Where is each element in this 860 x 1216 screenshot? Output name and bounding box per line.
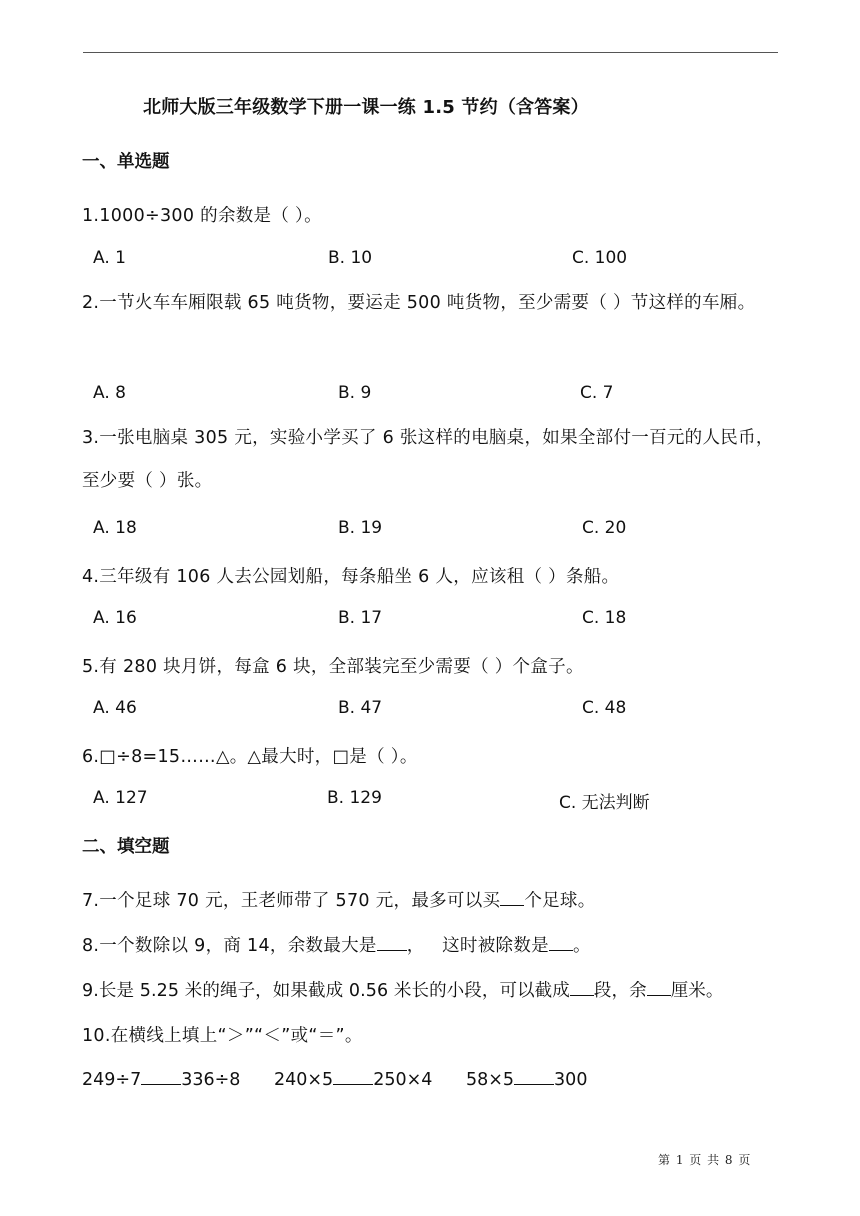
question-3-option-c: C. 20 bbox=[582, 518, 627, 538]
comparison-item bbox=[274, 1068, 432, 1090]
comparison-right: 250×4 bbox=[373, 1070, 433, 1090]
question-6: 6.□÷8=15……△。△最大时，□是（ ）。 bbox=[82, 747, 418, 767]
question-1-option-b: B. 10 bbox=[328, 248, 373, 268]
comparison-blank[interactable] bbox=[514, 1068, 554, 1085]
comparison-right: 336÷8 bbox=[181, 1070, 241, 1090]
document-title: 北师大版三年级数学下册一课一练 1.5 节约（含答案） bbox=[143, 97, 589, 118]
question-6-option-c: C. 无法判断 bbox=[559, 793, 650, 813]
question-9-blank-1[interactable] bbox=[570, 979, 594, 996]
question-3-option-a: A. 18 bbox=[93, 518, 137, 538]
comparison-item bbox=[466, 1068, 587, 1090]
question-9-text-before: 9.长是 5.25 米的绳子，如果截成 0.56 米长的小段，可以截成 bbox=[82, 981, 570, 1001]
header-rule bbox=[83, 52, 778, 53]
comparison-right: 300 bbox=[554, 1070, 588, 1090]
section-heading-fill-blank: 二、填空题 bbox=[82, 837, 170, 857]
comparison-left: 58×5 bbox=[465, 1070, 515, 1090]
question-4: 4.三年级有 106 人去公园划船，每条船坐 6 人，应该租（ ）条船。 bbox=[82, 567, 620, 587]
question-8 bbox=[82, 932, 591, 957]
question-8-blank-1[interactable] bbox=[377, 934, 407, 951]
question-4-option-a: A. 16 bbox=[93, 608, 137, 628]
question-9-blank-2[interactable] bbox=[647, 979, 671, 996]
comparison-left: 249÷7 bbox=[82, 1070, 142, 1090]
comparison-left: 240×5 bbox=[273, 1070, 334, 1090]
question-2-option-b: B. 9 bbox=[338, 383, 372, 403]
question-10: 10.在横线上填上“＞”“＜”或“＝”。 bbox=[82, 1026, 363, 1046]
question-5-option-a: A. 46 bbox=[93, 698, 137, 718]
question-5: 5.有 280 块月饼，每盒 6 块，全部装完至少需要（ ）个盒子。 bbox=[82, 657, 584, 677]
section-heading-single-choice: 一、单选题 bbox=[82, 152, 170, 172]
question-7-text-before: 7.一个足球 70 元，王老师带了 570 元，最多可以买 bbox=[82, 891, 501, 911]
comparison-item bbox=[82, 1068, 240, 1090]
question-3-option-b: B. 19 bbox=[338, 518, 383, 538]
question-1: 1.1000÷300 的余数是（ ）。 bbox=[82, 206, 322, 226]
question-9-text-after: 厘米。 bbox=[670, 981, 724, 1001]
question-6-option-b: B. 129 bbox=[327, 788, 382, 808]
question-5-option-b: B. 47 bbox=[338, 698, 383, 718]
question-1-option-a: A. 1 bbox=[93, 248, 126, 268]
question-8-blank-2[interactable] bbox=[549, 934, 573, 951]
question-8-text-middle: ， 这时被除数是 bbox=[406, 936, 549, 956]
question-7-text-after: 个足球。 bbox=[524, 891, 596, 911]
question-5-option-c: C. 48 bbox=[582, 698, 627, 718]
question-2-option-c: C. 7 bbox=[580, 383, 614, 403]
question-4-option-b: B. 17 bbox=[338, 608, 383, 628]
question-9 bbox=[82, 977, 724, 1002]
question-2: 2.一节火车车厢限载 65 吨货物，要运走 500 吨货物，至少需要（ ）节这样的车厢。 bbox=[82, 293, 756, 313]
comparison-blank[interactable] bbox=[333, 1068, 373, 1085]
question-7 bbox=[82, 887, 596, 912]
question-3: 3.一张电脑桌 305 元，实验小学买了 6 张这样的电脑桌，如果全部付一百元的人民币，至少要（ ）张。 bbox=[82, 428, 774, 491]
question-8-text-after: 。 bbox=[572, 936, 591, 956]
comparison-row bbox=[82, 1068, 615, 1090]
question-4-option-c: C. 18 bbox=[582, 608, 627, 628]
question-8-text-before: 8.一个数除以 9，商 14，余数最大是 bbox=[82, 936, 377, 956]
question-6-option-a: A. 127 bbox=[93, 788, 148, 808]
question-1-option-c: C. 100 bbox=[572, 248, 628, 268]
question-9-text-middle: 段，余 bbox=[593, 981, 647, 1001]
comparison-blank[interactable] bbox=[141, 1068, 181, 1085]
page-footer: 第 1 页 共 8 页 bbox=[658, 1153, 752, 1167]
question-2-option-a: A. 8 bbox=[93, 383, 126, 403]
question-7-blank[interactable] bbox=[500, 889, 524, 906]
